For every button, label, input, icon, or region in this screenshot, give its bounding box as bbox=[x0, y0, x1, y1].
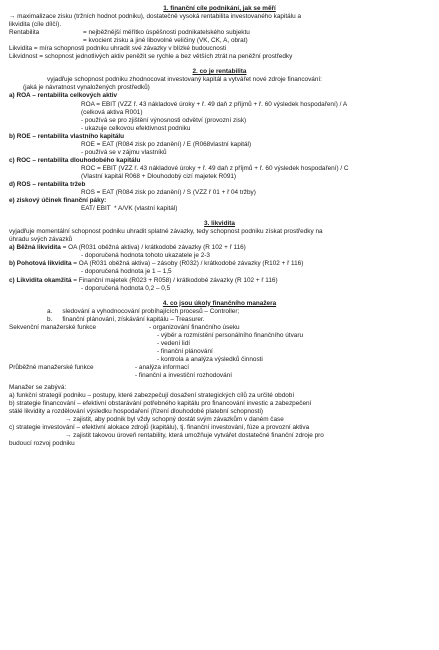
rentabilita-row bbox=[9, 29, 430, 37]
roa-note-2: - ukazuje celkovou efektivnost podniku bbox=[81, 124, 191, 132]
pohotova-likvidita-note: - doporučená hodnota je 1 – 1,5 bbox=[81, 268, 172, 276]
s2-line-1: vyjadřuje schopnost podniku zhodnocovat investovaný kapitál a vytvářet nové zdroje financování: bbox=[47, 76, 322, 84]
ros-title: d) ROS – rentabilita tržeb bbox=[9, 180, 86, 188]
sekvencni-item-5: - kontrola a analýza výsledků činnosti bbox=[157, 355, 263, 363]
roc-title: c) ROC – rentabilita dlouhodobého kapitálu bbox=[9, 156, 141, 164]
manazer-c-1: c) strategie investování – efektivní alokace zdrojů (kapitálu), tj. finanční investování, fúze a provozní aktiva bbox=[9, 424, 310, 432]
sekvencni-item-1: - organizování finančního úseku bbox=[149, 323, 240, 331]
okamzita-likvidita-label: c) Likvidita okamžitá bbox=[9, 276, 72, 284]
s4-item-a: a. sledování a vyhodnocování probíhajících procesů – Controller; bbox=[47, 307, 240, 315]
sekvencni-label: Sekvenční manažerské funkce bbox=[9, 323, 97, 331]
ros-formula: ROS = EAT (R084 zisk po zdanění) / S (VZZ ř 01 + ř 04 tržby) bbox=[81, 189, 256, 197]
sekvencni-item-3: - vedení lidí bbox=[157, 339, 191, 347]
section-1-title: 1. finanční cíle podnikání, jak se měří bbox=[163, 5, 276, 12]
leverage-formula: EAT/ EBIT * A/VK (vlastní kapitál) bbox=[81, 205, 178, 213]
roe-note: - používá se v zájmu vlastníků bbox=[81, 148, 167, 156]
section-4-title: 4. co jsou úkoly finančního manažera bbox=[162, 299, 277, 307]
likvidita-def: Likvidita = míra schopnosti podniku uhradit své závazky v blízké budoucnosti bbox=[9, 45, 227, 53]
roe-formula: ROE = EAT (R084 zisk po zdanění) / E (R068vlastní kapitál) bbox=[81, 140, 252, 148]
rentabilita-def-1: = nejběžnější měřítko úspěšnosti podnikatelského subjektu bbox=[83, 29, 250, 37]
manazer-c-2: → zajistit takovou úroveň rentability, která umožňuje vytvářet dostatečné finanční zdroje pro bbox=[65, 432, 324, 440]
pohotova-likvidita-label: b) Pohotová likvidita bbox=[9, 260, 72, 268]
sekvencni-item-2: - výběr a rozmístění personálního finančního útvaru bbox=[157, 331, 303, 339]
prubezne-label: Průběžné manažerské funkce bbox=[9, 363, 94, 371]
roc-formula-2: (Vlastní kapitál R068 + Dlouhodobý cizí majetek R091) bbox=[81, 172, 237, 180]
s3-line-2: úhradu svých závazků bbox=[9, 236, 73, 244]
arrow-icon: → bbox=[65, 432, 72, 440]
manazer-b-3: → zajistit, aby podnik byl vždy schopný dostát svým závazkům v daném čase bbox=[65, 416, 284, 424]
manazer-a: a) funkční strategií podniku – postupy, které zabezpečují dosažení strategických cílů za určité období bbox=[9, 392, 295, 400]
roa-formula-2: (celková aktiva R001) bbox=[81, 108, 143, 116]
okamzita-likvidita-row: c) Likvidita okamžitá = Finanční majetek (R023 + R058) / krátkodobé závazky (R 102 + ř 116) bbox=[9, 276, 278, 284]
sekvencni-row bbox=[9, 324, 430, 332]
manazer-title: Manažer se zabývá: bbox=[9, 384, 67, 392]
bezna-likvidita-label: a) Běžná likvidita bbox=[9, 244, 61, 252]
s3-line-1: vyjadřuje momentální schopnost podniku uhradit splatné závazky, tedy schopnost podniku získat prostředky na bbox=[9, 228, 323, 236]
roa-formula-1: ROA = EBIT (VZZ ř. 43 nákladové úroky + ř. 49 daň z příjmů + ř. 60 výsledek hospodaření) / A bbox=[81, 100, 348, 108]
s1-line-1: → maximalizace zisku (tržních hodnot podniku), dostatečně vysoká rentabilita investovaného kapitálu a bbox=[9, 13, 301, 21]
pohotova-likvidita-row: b) Pohotová likvidita = OA (R031 oběžná aktiva) – zásoby (R032) / krátkodobé závazky (R102 + ř 116) bbox=[9, 260, 304, 268]
bezna-likvidita-note: - doporučená hodnota tohoto ukazatele je 2-3 bbox=[81, 252, 210, 260]
arrow-icon: → bbox=[65, 416, 72, 424]
bezna-likvidita-row: a) Běžná likvidita = OA (R031 oběžná aktiva) / krátkodobé závazky (R 102 + ř 116) bbox=[9, 244, 246, 252]
arrow-icon: → bbox=[9, 13, 16, 21]
likvidnost-def: Likvidnost = schopnost jednotlivých aktiv peněžit se rychle a bez větších ztrát na peněžní prostředky bbox=[9, 53, 293, 61]
manazer-b-1: b) strategie financování – efektivní obstarávání potřebného kapitálu pro financování investic a zabezpečení bbox=[9, 400, 312, 408]
roe-title: b) ROE – rentabilita vlastního kapitálu bbox=[9, 132, 125, 140]
leverage-title: e) ziskový účinek finanční páky: bbox=[9, 197, 107, 205]
section-3-title: 3. likvidita bbox=[204, 220, 235, 228]
s4-item-b: b. finanční plánování, získávání kapitálu – Treasurer. bbox=[47, 315, 205, 323]
prubezne-item-2: - finanční a investiční rozhodování bbox=[135, 372, 232, 380]
manazer-c-3: budoucí rozvoj podniku bbox=[9, 440, 75, 448]
okamzita-likvidita-note: - doporučená hodnota 0,2 – 0,5 bbox=[81, 284, 171, 292]
roa-title: a) ROA – rentabilita celkových aktiv bbox=[9, 92, 118, 100]
sekvencni-item-4: - finanční plánování bbox=[157, 347, 213, 355]
manazer-b-2: stálé likvidity a rozdělování výsledku hospodaření (řízení dlouhodobé platební schopnosti) bbox=[9, 408, 264, 416]
prubezne-item-1: - analýza informací bbox=[135, 363, 189, 371]
rentabilita-def-2: = kvocient zisku a jiné libovolné veličiny (VK, CK, A, obrat) bbox=[83, 37, 248, 45]
section-2-title: 2. co je rentabilita bbox=[192, 68, 247, 76]
s1-line-2: likvidita (cíle dílčí). bbox=[9, 21, 62, 29]
s2-line-2: (jaká je návratnost vynaložených prostředků) bbox=[23, 84, 150, 92]
rentabilita-label: Rentabilita bbox=[9, 29, 40, 37]
roa-note-1: - používá se pro zjištění výnosnosti odvětví (provozní zisk) bbox=[81, 116, 247, 124]
prubezne-row bbox=[9, 364, 430, 372]
roc-formula-1: ROC = EBIT (VZZ ř. 43 nákladové úroky + ř. 49 daň z příjmů + ř. 60 výsledek hospodaření) / C bbox=[81, 164, 349, 172]
